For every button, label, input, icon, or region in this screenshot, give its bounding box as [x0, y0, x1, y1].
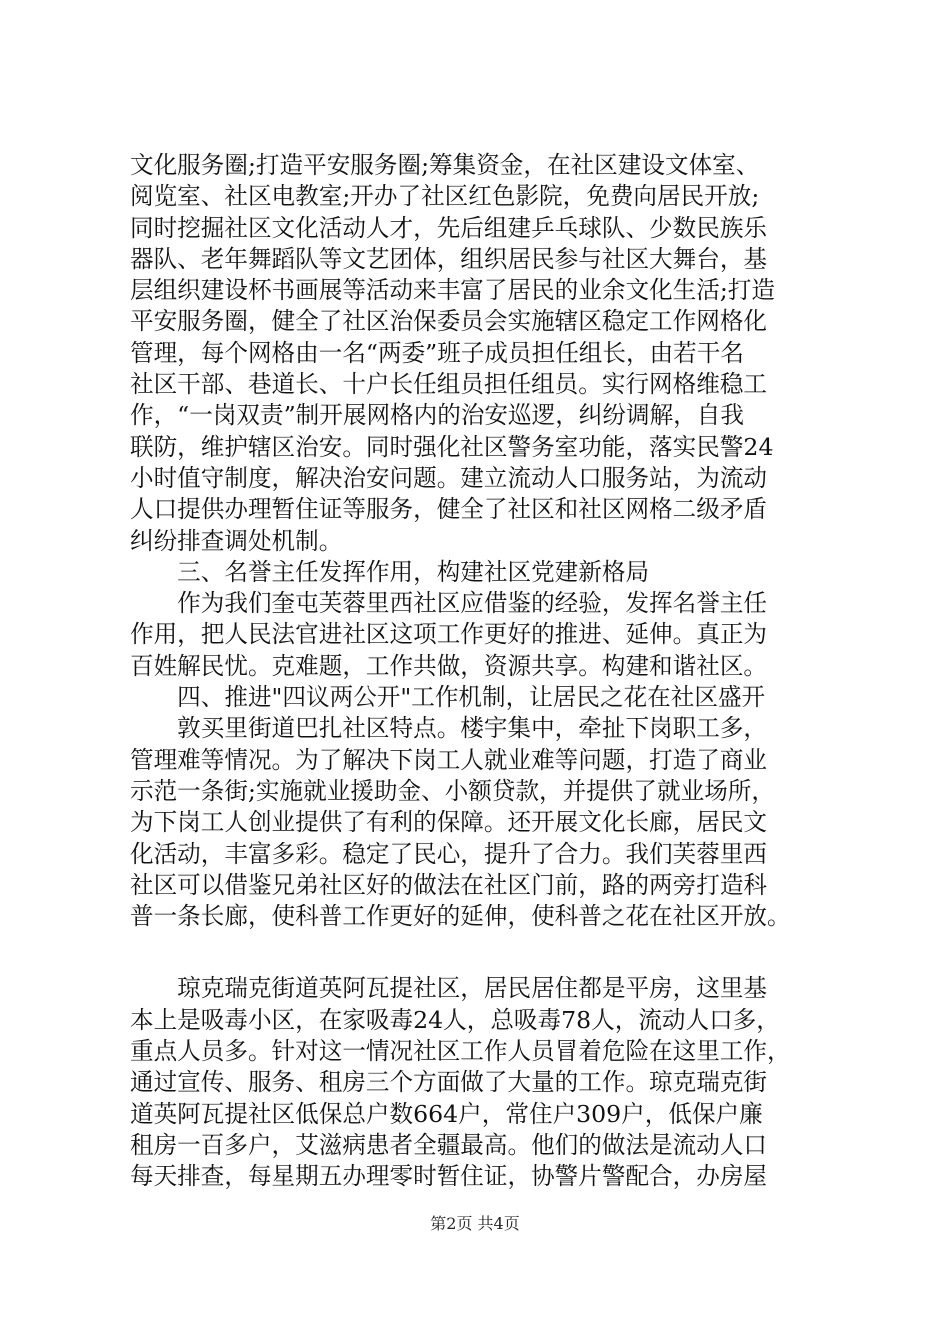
text-line: 管理，每个网格由一名“两委”班子成员担任组长，由若干名 — [130, 338, 744, 367]
text-line: 纠纷排查调处机制。 — [130, 526, 343, 555]
text-line: 示范一条街;实施就业援助金、小额贷款，并提供了就业场所， — [130, 776, 775, 805]
text-line: 琼克瑞克街道英阿瓦提社区，居民居住都是平房，这里基 — [130, 974, 768, 1003]
text-line: 管理难等情况。为了解决下岗工人就业难等问题，打造了商业 — [130, 745, 768, 774]
text-line: 通过宣传、服务、租房三个方面做了大量的工作。琼克瑞克街 — [130, 1068, 768, 1097]
section-heading: 四、推进"四议两公开"工作机制，让居民之花在社区盛开 — [130, 683, 766, 712]
text-line: 作，“一岗双责”制开展网格内的治安巡逻，纠纷调解，自我 — [130, 401, 744, 430]
page-number-label: 第2页 共4页 — [430, 1214, 520, 1233]
text-line: 文化服务圈;打造平安服务圈;筹集资金，在社区建设文体室、 — [130, 151, 760, 179]
text-line: 联防，维护辖区治安。同时强化社区警务室功能，落实民警24 — [130, 432, 774, 461]
text-line: 本上是吸毒小区，在家吸毒24人，总吸毒78人，流动人口多， — [130, 1005, 780, 1034]
text-line: 人口提供办理暂住证等服务，健全了社区和社区网格二级矛盾 — [130, 495, 768, 524]
text-line: 作为我们奎屯芙蓉里西社区应借鉴的经验，发挥名誉主任 — [130, 589, 768, 618]
document-body — [130, 150, 842, 1193]
text-line: 同时挖掘社区文化活动人才，先后组建乒乓球队、少数民族乐 — [130, 213, 768, 242]
text-line: 道英阿瓦提社区低保总户数664户，常住户309户，低保户廉 — [130, 1099, 763, 1128]
section-heading: 三、名誉主任发挥作用，构建社区党建新格局 — [130, 557, 650, 586]
text-line: 小时值守制度，解决治安问题。建立流动人口服务站，为流动 — [130, 463, 768, 492]
paragraph-gap — [130, 932, 842, 973]
text-line: 租房一百多户，艾滋病患者全疆最高。他们的做法是流动人口 — [130, 1130, 768, 1159]
text-line: 平安服务圈，健全了社区治保委员会实施辖区稳定工作网格化 — [130, 307, 768, 336]
text-line: 为下岗工人创业提供了有利的保障。还开展文化长廊，居民文 — [130, 808, 768, 837]
text-line: 社区可以借鉴兄弟社区好的做法在社区门前，路的两旁打造科 — [130, 870, 768, 899]
text-line: 敦买里街道巴扎社区特点。楼宇集中，牵扯下岗职工多， — [130, 714, 768, 743]
text-line: 社区干部、巷道长、十户长任组员担任组员。实行网格维稳工 — [130, 370, 768, 399]
text-line: 重点人员多。针对这一情况社区工作人员冒着危险在这里工作， — [130, 1037, 791, 1066]
text-line: 器队、老年舞蹈队等文艺团体，组织居民参与社区大舞台，基 — [130, 244, 768, 273]
text-line: 层组织建设杯书画展等活动来丰富了居民的业余文化生活;打造 — [130, 276, 775, 305]
text-line: 普一条长廊，使科普工作更好的延伸，使科普之花在社区开放。 — [130, 902, 791, 931]
text-line: 阅览室、社区电教室;开办了社区红色影院，免费向居民开放; — [130, 182, 760, 211]
text-line: 化活动，丰富多彩。稳定了民心，提升了合力。我们芙蓉里西 — [130, 839, 768, 868]
text-line: 百姓解民忧。克难题，工作共做，资源共享。构建和谐社区。 — [130, 651, 768, 680]
text-line: 每天排查，每星期五办理零时暂住证，协警片警配合，办房屋 — [130, 1162, 768, 1191]
page-footer — [0, 1214, 950, 1234]
text-line: 作用，把人民法官进社区这项工作更好的推进、延伸。真正为 — [130, 620, 768, 649]
